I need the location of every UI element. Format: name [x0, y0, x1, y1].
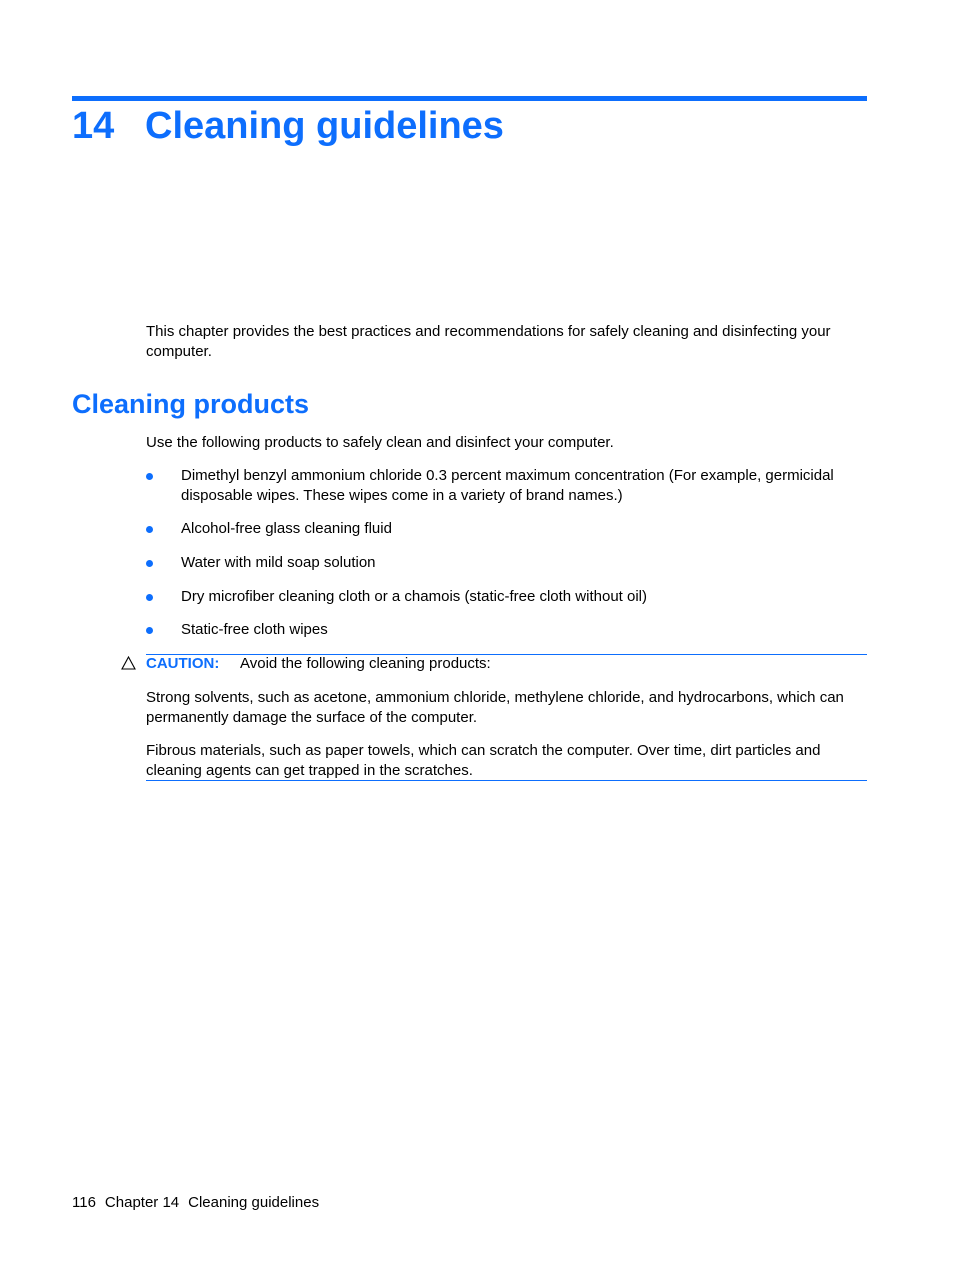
section-title: Cleaning products	[72, 389, 310, 419]
footer-chapter-title: Cleaning guidelines	[188, 1194, 320, 1211]
chapter-number: 14	[72, 105, 115, 147]
list-item	[146, 587, 868, 607]
caution-bottom-rule	[146, 780, 867, 781]
caution-triangle-icon	[121, 656, 136, 675]
list-item	[146, 553, 868, 573]
footer-chapter-label: Chapter 14	[104, 1194, 180, 1211]
caution-label: CAUTION:	[146, 655, 220, 672]
chapter-title-text: Cleaning guidelines	[145, 105, 504, 147]
list-item	[146, 466, 868, 505]
chapter-title	[72, 100, 504, 152]
caution-heading	[146, 654, 491, 674]
page-number: 116	[72, 1194, 96, 1211]
list-item-text: Water with mild soap solution	[181, 554, 376, 571]
caution-paragraph: Strong solvents, such as acetone, ammonium chloride, methylene chloride, and hydrocarbons, which can permanently damage the surface of the computer.	[146, 689, 844, 726]
caution-paragraph: Fibrous materials, such as paper towels, which can scratch the computer. Over time, dirt particles and cleaning agents can get trapped in the scratches.	[146, 742, 821, 779]
caution-text: Avoid the following cleaning products:	[240, 655, 491, 672]
list-item	[146, 620, 868, 640]
bullet-icon	[146, 627, 153, 634]
bullet-icon	[146, 473, 153, 480]
list-item	[146, 519, 868, 539]
list-item-text: Alcohol-free glass cleaning fluid	[181, 520, 392, 537]
page-footer	[72, 1193, 328, 1213]
bullet-icon	[146, 594, 153, 601]
bullet-icon	[146, 526, 153, 533]
list-item-text: Static-free cloth wipes	[181, 621, 328, 638]
list-item-text: Dimethyl benzyl ammonium chloride 0.3 percent maximum concentration (For example, germicidal disposable wipes. These wipes come in a variety of brand names.)	[181, 467, 834, 504]
bullet-icon	[146, 560, 153, 567]
intro-paragraph: This chapter provides the best practices and recommendations for safely cleaning and disinfecting your computer.	[146, 323, 831, 360]
list-item-text: Dry microfiber cleaning cloth or a chamois (static-free cloth without oil)	[181, 588, 648, 605]
section-lead: Use the following products to safely clean and disinfect your computer.	[146, 434, 614, 451]
